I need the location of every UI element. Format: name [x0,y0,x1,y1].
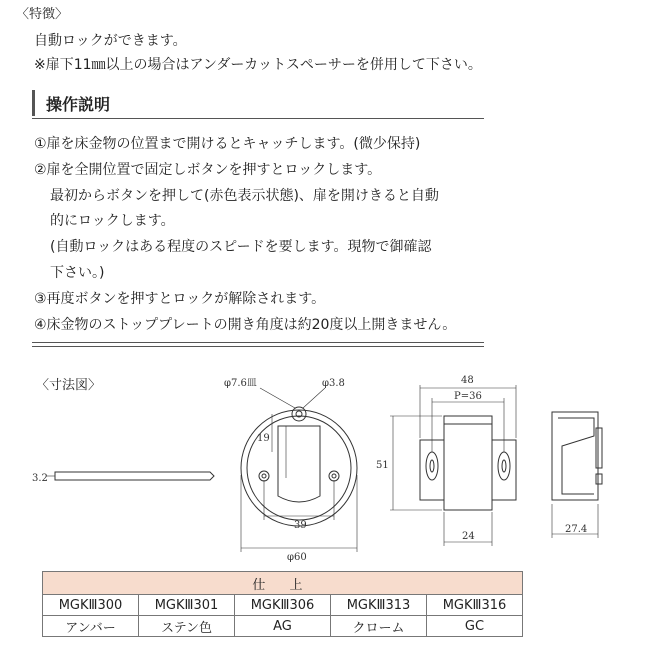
finish-table [42,571,523,637]
operation-heading: 操作説明 [46,95,111,114]
operation-line-2: ②扉を全開位置で固定しボタンを押すとロックします。 [34,162,382,178]
bracket-side-view [552,412,602,538]
operation-line-6: 下さい。) [50,265,105,281]
operation-line-4: 的にロックします。 [50,213,175,229]
features-heading: 〈特徴〉 [16,7,69,22]
finish-header: 仕 上 [43,572,523,595]
dim-pitch: P=36 [454,391,482,402]
features-line-2: ※扉下11㎜以上の場合はアンダーカットスペーサーを併用して下さい。 [34,57,482,73]
dim-h51: 51 [376,460,389,471]
model-cell: MGKⅢ313 [331,595,427,616]
bracket-front-view [390,385,516,546]
finish-cell: アンバー [43,616,139,637]
finish-cell: クローム [331,616,427,637]
dim-thickness: 3.2 [32,473,48,484]
model-cell: MGKⅢ316 [427,595,523,616]
dim-w24: 24 [462,531,475,542]
operation-line-3: 最初からボタンを押して(赤色表示状態)、扉を開けきると自動 [50,188,439,204]
model-cell: MGKⅢ306 [235,595,331,616]
operation-line-7: ③再度ボタンを押すとロックが解除されます。 [34,291,326,307]
dim-w39: 39 [294,520,307,531]
dim-w27: 27.4 [565,524,588,535]
dim-hole-small: φ3.8 [322,378,345,389]
dim-hole-large: φ7.6皿 [224,378,257,389]
finish-cell: GC [427,616,523,637]
features-line-1: 自動ロックができます。 [34,33,187,49]
finish-cell: AG [235,616,331,637]
model-cell: MGKⅢ301 [139,595,235,616]
finish-cell: ステン色 [139,616,235,637]
dim-dia60: φ60 [287,552,307,563]
operation-line-5: (自動ロックはある程度のスピードを要します。現物で御確認 [50,239,432,255]
operation-line-1: ①扉を床金物の位置まで開けるとキャッチします。(微少保持) [34,136,421,152]
operation-line-8: ④床金物のストッププレートの開き角度は約20度以上開きません。 [34,317,457,333]
dim-w48: 48 [461,375,474,386]
model-cell: MGKⅢ300 [43,595,139,616]
plate-side-view [46,472,214,480]
dimensions-heading: 〈寸法図〉 [36,378,102,393]
dim-h19: 19 [257,433,270,444]
